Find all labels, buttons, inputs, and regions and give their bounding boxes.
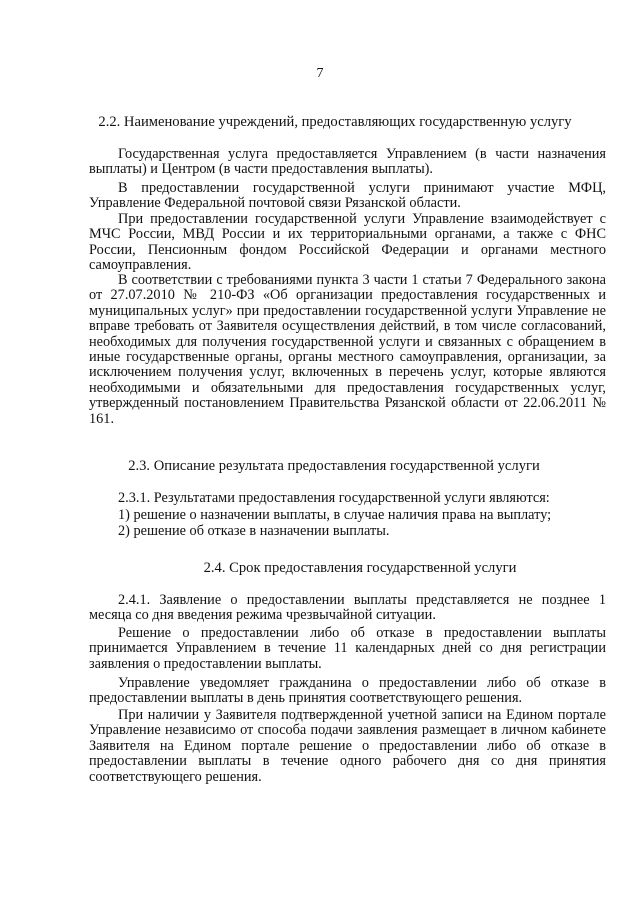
section-2-4-paragraph-1: 2.4.1. Заявление о предоставлении выплаты представляется не позднее 1 месяца со дня введения режима чрезвычайной ситуации. (89, 592, 606, 624)
page-number: 7 (316, 66, 324, 81)
section-2-2-paragraph-3: При предоставлении государственной услуги Управление взаимодействует с МЧС России, МВД России и их территориальными органами, а также с ФНС России, Пенсионным фондом Российской Федерации и органами местного самоуправления. (89, 211, 606, 274)
section-2-4-paragraph-4: При наличии у Заявителя подтвержденной учетной записи на Едином портале Управление независимо от способа подачи заявления размещает в личном кабинете Заявителя на Едином портале решение о предоставлении либо об отказе в предоставлении выплаты в течение одного рабочего дня со дня принятия соответствующего решения. (89, 707, 606, 785)
section-2-2-paragraph-1: Государственная услуга предоставляется Управлением (в части назначения выплаты) и Центром (в части предоставления выплаты). (89, 146, 606, 178)
section-2-2-paragraph-2: В предоставлении государственной услуги принимают участие МФЦ, Управление Федеральной почтовой связи Рязанской области. (89, 180, 606, 212)
section-2-4-paragraph-3: Управление уведомляет гражданина о предоставлении либо об отказе в предоставлении выплаты в день принятия соответствующего решения. (89, 675, 606, 707)
section-2-2-paragraph-4: В соответствии с требованиями пункта 3 части 1 статьи 7 Федерального закона от 27.07.2010 № 210-ФЗ «Об организации предоставления государственных и муниципальных услуг» при предоставлении государственной услуги Управление не вправе требовать от Заявителя осуществления действий, в том числе согласований, необходимых для получения государственной услуги и связанных с обращением в иные государственные органы, органы местного самоуправления, организации, за исключением получения услуг, включенных в перечень услуг, которые являются необходимыми и обязательными для предоставления государственных услуг, утвержденный постановлением Правительства Рязанской области от 22.06.2011 № 161. (89, 272, 606, 427)
section-2-4-paragraph-2: Решение о предоставлении либо об отказе в предоставлении выплаты принимается Управлением в течение 11 календарных дней со дня регистрации заявления о предоставлении выплаты. (89, 625, 606, 672)
section-2-4-heading: 2.4. Срок предоставления государственной услуги (203, 560, 517, 576)
section-2-3-heading: 2.3. Описание результата предоставления государственной услуги (128, 458, 540, 474)
section-2-3-line-3: 2) решение об отказе в назначении выплаты. (118, 523, 390, 539)
section-2-3-line-1: 2.3.1. Результатами предоставления государственной услуги являются: (118, 490, 550, 506)
section-2-2-heading: 2.2. Наименование учреждений, предоставляющих государственную услугу (98, 114, 572, 130)
section-2-3-line-2: 1) решение о назначении выплаты, в случае наличия права на выплату; (118, 507, 552, 523)
